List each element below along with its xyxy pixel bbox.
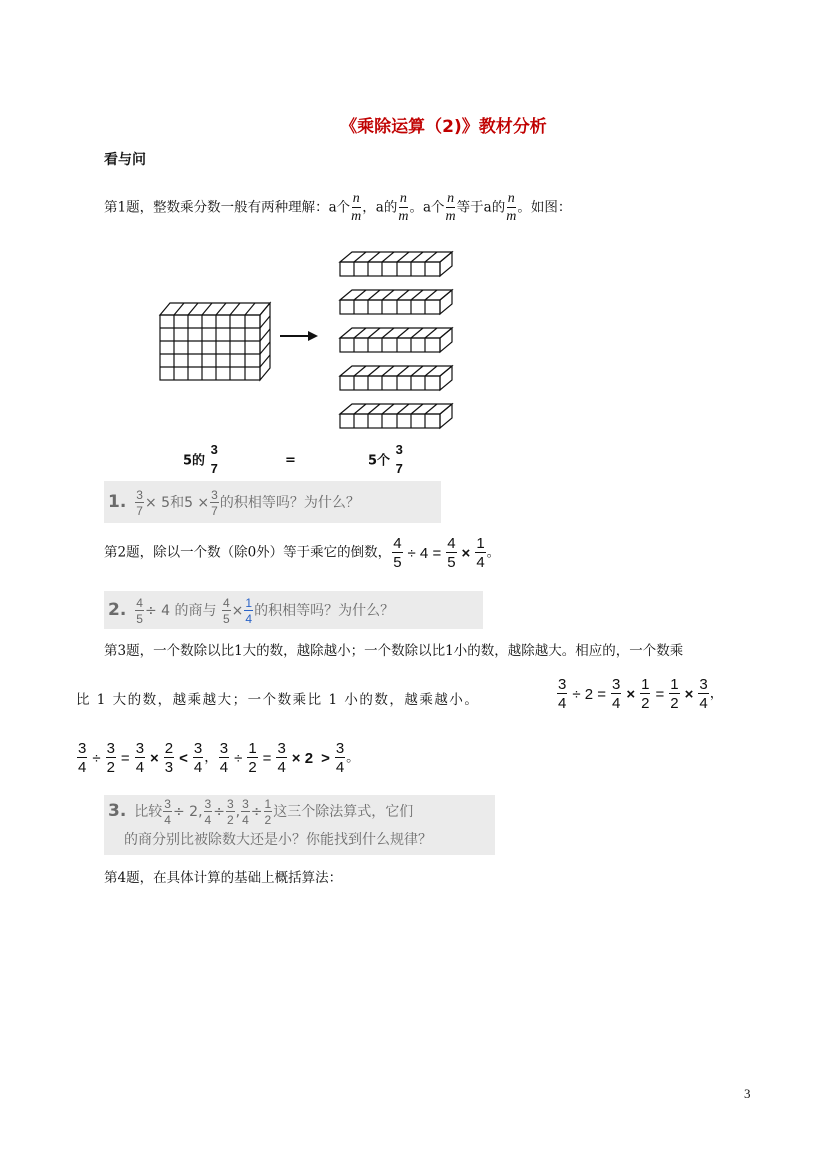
q1-text-4: 等于a的 (456, 199, 506, 216)
figure-caption-left: 5的 3 7 (183, 442, 218, 476)
slab-stack (340, 252, 452, 428)
textbook-question-3: 3. 比较 $\frac{3}{4}$ ÷ 2, $\frac{3}{4}$ ÷ $\frac{3}{2}$ , $\frac{3}{4}$ ÷ $\frac{1}{2}$ 这三个除法算式，它们 的商分别比被除数大还是小？你能找到什么规律？ (104, 795, 495, 855)
q4-paragraph: 第4题，在具体计算的基础上概括算法： (104, 870, 343, 886)
fraction-n-m: $\frac{n}{m}$ (351, 191, 362, 224)
section-heading: 看与问 (104, 152, 146, 168)
textbook-question-2: 2. $\frac{4}{5}$ ÷ 4 的商与 $\frac{4}{5}$ × $\frac{1}{4}$ 的积相等吗？为什么？ (104, 591, 483, 629)
q1-paragraph (104, 192, 571, 224)
figure-caption-equals: = (285, 453, 296, 468)
q1-text-3: 。a个 (409, 199, 445, 216)
cube-block (160, 303, 270, 380)
page-number: 3 (744, 1086, 751, 1101)
fraction-n-m: $\frac{n}{m}$ (506, 191, 517, 224)
page-title: 《乘除运算（2)》教材分析 (340, 117, 547, 137)
figure-caption-right: 5个 3 7 (368, 442, 403, 476)
textbook-question-1: 1. $\frac{3}{7}$ × 5和5 × $\frac{3}{7}$ 的积相等吗？为什么？ (104, 481, 441, 523)
q3-expression-1: $\frac{3}{4}$ ÷ 2 = $\frac{3}{4}$ × $\frac{1}{2}$ = $\frac{1}{2}$ × $\frac{3}{4}$ ， (558, 676, 724, 712)
q2-paragraph: 第2题，除以一个数（除0外）等于乘它的倒数， $\frac{4}{5}$ ÷ 4 = $\frac{4}{5}$ × $\frac{1}{4}$ 。 (104, 535, 501, 571)
q1-text-2: ，a的 (362, 199, 398, 216)
cube-split-figure (150, 240, 470, 465)
fraction-n-m: $\frac{n}{m}$ (398, 191, 409, 224)
q1-text-1: 第1题，整数乘分数一般有两种理解：a个 (104, 199, 351, 216)
fraction-n-m: $\frac{n}{m}$ (445, 191, 456, 224)
q1-text-5: 。如图： (517, 199, 572, 216)
q3-line-1: 第3题，一个数除以比1大的数，越除越小；一个数除以比1小的数，越除越大。相应的，一个数乘 (104, 643, 684, 659)
q3-line-2: 比 1 大的数，越乘越大；一个数乘比 1 小的数，越乘越小。 (76, 692, 480, 708)
arrow-icon (280, 331, 318, 341)
q3-expression-2: $\frac{3}{4}$ ÷ $\frac{3}{2}$ = $\frac{3}{4}$ × $\frac{2}{3}$ < $\frac{3}{4}$ ， $\frac{3}{4}$ ÷ $\frac{1}{2}$ = $\frac{3}{4}$ × 2 > $\frac{3}{4}$ 。 (78, 740, 360, 776)
